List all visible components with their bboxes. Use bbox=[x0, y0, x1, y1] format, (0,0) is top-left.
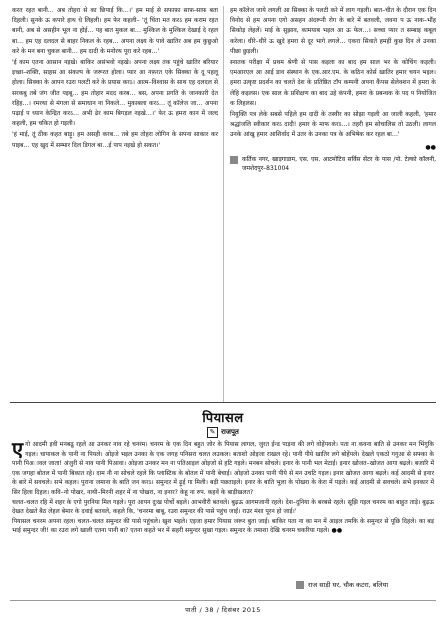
right-paragraph-2: स्नातक परीक्षा में प्रथम श्रेणी से पास कइला का बाद हम साल भर के कोचिंग कइली। एमआरएल आ आई डाव संस्थान के एक.आर.एम. के कठिन कोर्स खातिर हमार चयन भइल। हमरा उत्कृष्ट प्रदर्शन का चलते देश के प्रतिष्ठित टॉप कम्पनी अपना कैंपस सेलेक्शन में हमरा के लेहि कइलस। एक साल के प्रशिक्षण का बाद उहे कंपनी, हमरा के प्रबन्धक के पद प नियोजित क लिहलस। bbox=[230, 59, 436, 107]
column-divider bbox=[223, 6, 224, 402]
author-address: कर्तिक नगर, खाड़गाडाम, एस. एस. आटमोटिव सर्विस सेंटर के पास /पो. टेल्को कॉलनी, जमशेदपुर–831004 bbox=[242, 155, 436, 172]
footer-author-block bbox=[296, 580, 388, 589]
right-paragraph-3: नियुक्ति पत्र लेके सबसे पहिले हम दादी के तस्वीर का सोझा गइली आ जाली कहली, 'हमार श्रद्धांजलि स्वीकार करऽ दादी! हमार के माफ करऽ…। तहरी हम सोचालिस तो उठली। लागल उनके आंखु हमार आशिर्वाद में उतर के उनका पत्र के अभिषेक कर रहल बा…' bbox=[230, 111, 436, 139]
author-address-block bbox=[230, 155, 436, 173]
story-paragraph-1: गो आदमी इवी मनबढू रहले आ उनकर नाव रहे चनरम। चनरम के एक दिन बहुत जोर के पियास लागल, जुरत ईन्ड पाड़ना की लगे वोहेंपवले। पता ना कवना बाति से उनकर मन भिंगुकि गइल। चापाकल के पानी ना पियले। ओइजे भइल उनका के एक जगह पनिसरा चलत लउकल। बताशो ओइजा राखल रहे। पानी पीये खातिर लगे बोहेंपले। देखले एकठो गगुआ से सफ्का के पानी पिअावल जाता! अंजुरी से नाव पानी पिआवा। ओइजा उनकर मन ना पतिआइल ओइजो से हटि गइले। मनबन सोचले। इनार के पानी भल मेटाई। इनार खोजत–खोजत आगा बढ़ले। बजारि में एक जगहा बोतल में पानी बिकात रहे। दाम नी ना सोचले रहले कि प्लास्टिक के बोतल में पानी बेचाई। ओइजो उनका पानी पीये से मन उचटि गइल। इनार खोजत आगा बढ़ले। कई आदमी से इनार के बारे में सवचले। सभे कहल। पुराना जमाना के बाति जन करऽ। समुन्दर में ढ़ूई गा मिली। बड़ी पछताइले। इनार के बाति भुला के पोखरा के केरा में पड़ले। कई आदमी से सवचले। सभे इनकार में सिर हिला दिहल। कवि–नो पोखर, नाथी–मिरनी शहर में ना पोखरा, ना इनार? केहू ना रुप. कहवें के बाड़ीखलत? bbox=[12, 441, 434, 496]
pen-icon: ✎ bbox=[207, 427, 218, 438]
story-paragraph-3: पियासल चनरम अपना रहल। चलत–चलत समुन्दर की पासे पहुंचले। खुश भइले। एइजा हमार पियास जरूर बुता जाई। बाकिर पता ना का मन में आइल तमकि के समुन्दर से पूछि दिहले। का बड़ भाई समुन्दर जी! का रउरा लगे खाली एतना पानी बा? एतना कहते भर में सहरी समुन्दर सुखा गइल। समुन्दर के तमाशा देखि चनरम चकरिया गइले। ●● bbox=[12, 517, 434, 535]
address-square-icon bbox=[296, 581, 304, 589]
story-body bbox=[12, 437, 434, 536]
footer-rule bbox=[10, 600, 436, 601]
byline-name: राजपूत bbox=[221, 428, 239, 436]
left-paragraph-3: 'हं माई, तूं ठीक कहत बाड़ू। हम असही करब… तबे हम तोहरा लोगिन के सपना साकार कर पाइब… एह खुद में सम्भार दिल डिगल बा…ई पाप नइखे हो सकत।' bbox=[12, 131, 218, 149]
section-rule bbox=[10, 402, 436, 403]
story-paragraph-2: चलत–चलत रहि में शहर के एगो पुरनिया मिल गइले। पूरा आपन दुःख पोर्चो बइले। आभवीरी बतवले। बुढ़ऊ आगमजानी रहले। देश–दुनिया के बरबसे रहले। सूझि गइल चनरम का बाहुत ताड़े। बुढ़ऊ देखत देखते बैठ लेहल बेमार के दवाई बतवले, कहले कि, 'चनरमा बाबू, रउरा समुन्दर की पासे पहुंच जाईं। राउर मंशा पूरन हो जाई।' bbox=[12, 498, 434, 516]
right-paragraph-1: हम कॉलेज जाये लगली आ सिक्का के पलटी करे में लाग गइली। बात–चीत के दौरान एक दिन विनोद से हम अपना एगो असहन अंदरूनी रोग के बारे में बतवली, जवना प ऊ नाक–भौंह सिकोड़ लेहलें। माई के सुझाव, कामयाब भइल आ ऊ फेल…। सच्चा प्यार त सम्बाइ कबूल करेला। धीरे–धीरे ऊ खुदे हमरा से दूर भागे लगले… एकरा सिवाते हमहीं कुछ दिन ले उनका पीछा छुड़ली। bbox=[230, 7, 436, 55]
end-mark: ●● bbox=[425, 143, 436, 151]
address-square-icon bbox=[230, 156, 238, 164]
footer-author-address: राज साड़ी घर, चौक कटरा, बलिया bbox=[308, 581, 389, 589]
left-paragraph-1: करत रहत बानी… अब तोहरा से का छिपाई कि…।' हम माई से सफाफ़ा साफ़-साफ़ बता दिहली। सुनके ऊ कपारे हाथ धे लिहली। हम फेर कहली– 'तूं चिंता मत करऽ हम कराम रहत बानी, अब से असहीन भूल ना होई… पह बात मुकल बा… मुश्किल के मुश्किल देखाई दे रहल बा… हम एह दलदल से बाहर निकल के रहब… अपना लक्ष्य के पावे खातिर अब हम कुछुओ करे के मन बना चुकल बानी… हम दादी के मनोरथ पूरा करे रहब…' bbox=[12, 7, 218, 55]
left-column bbox=[12, 6, 218, 152]
left-paragraph-2: 'ई काम एतना आसान नइखे। बाकिर असंभवो नइखे। अपना लक्ष्य तक पहुंचे खातिर बरियार इच्छा–शक्ति, साहस आ संकल्प के जरूरत होला। प्यार आ नफ़रत एके सिक्का के दू पहलू होला। सिक्का के आपन रउरा पलटी करे के प्रयास करऽ। आत्म–विश्वास के साथ एह दलदल से सरकबु तबे जंग जीत पइबू… हम तोहार मदद करब… बस, अपना प्रगति के जानकारी देत रहिह…। रमरथा से मंगला से समाधान ना निकले… मुकाबला करऽ… तूं कॉलेज जा… अपना पढ़ाई प ध्यान केन्द्रित करऽ… अभी ढेर काम बिगड़ल नइखे…।' फेर ऊ हमरा कान में जल्द कहली, हम चकित हो गइली। bbox=[12, 59, 218, 128]
story-title: पियासल bbox=[202, 411, 244, 426]
right-column bbox=[230, 6, 436, 173]
story-byline bbox=[0, 427, 446, 438]
page-footer: पाती / 38 / दिसंबर 2015 bbox=[185, 606, 261, 614]
drop-cap: ए bbox=[12, 437, 24, 461]
